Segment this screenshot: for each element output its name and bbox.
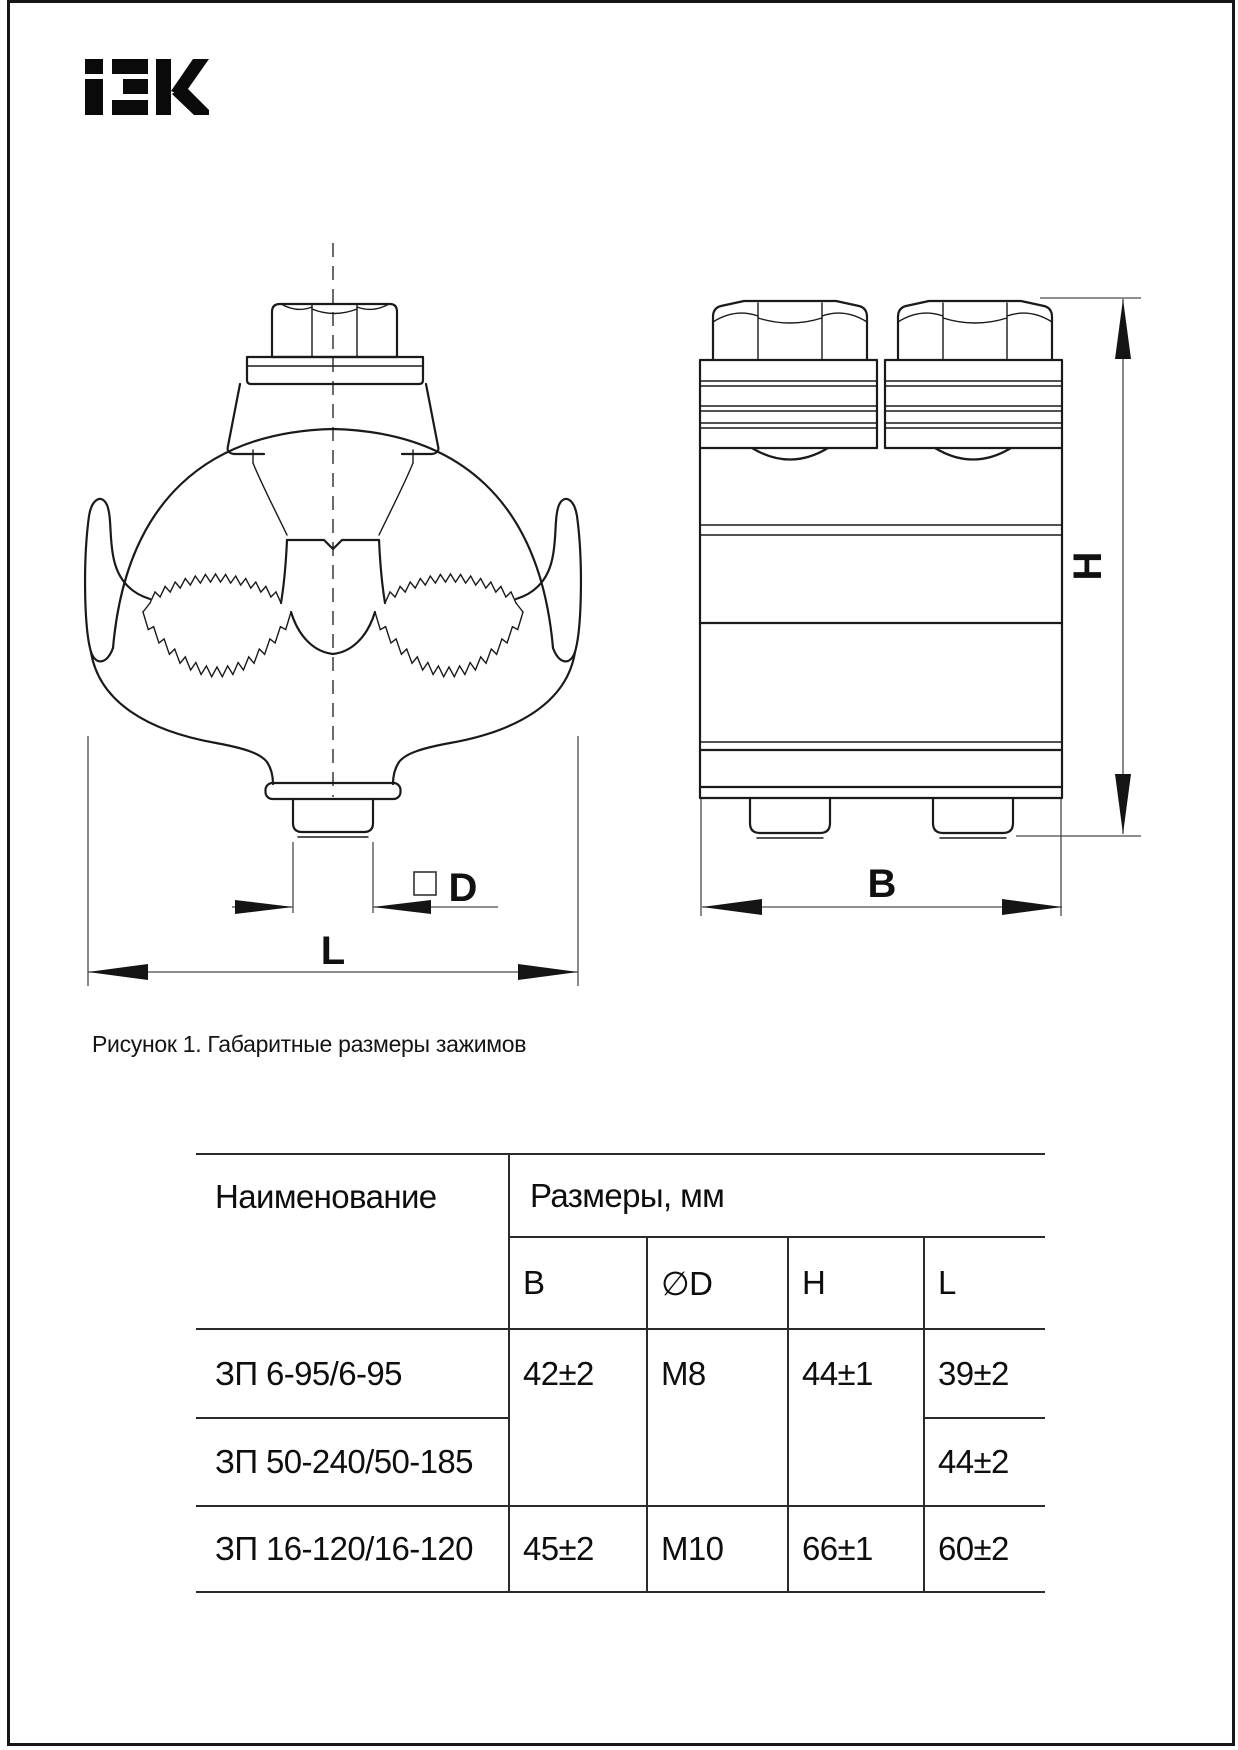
table-cell-B: 45±2: [508, 1505, 646, 1593]
table-cell-B: 42±2: [508, 1328, 646, 1417]
table-subheader-L: L: [923, 1238, 1045, 1328]
side-studs: [750, 798, 1013, 838]
dim-label-L: L: [320, 929, 346, 973]
right-groove-upper-serration: [385, 574, 516, 603]
square-section-symbol: [414, 872, 436, 895]
side-pressure-plates: [700, 360, 1062, 460]
table-cell-B-merged: [508, 1417, 646, 1505]
table-cell-D: M8: [646, 1328, 787, 1417]
table-subheader-B: B: [508, 1238, 646, 1328]
table-row-name: ЗП 16-120/16-120: [196, 1505, 508, 1593]
dimensions-table: [196, 1153, 1045, 1593]
table-header-name: Наименование: [196, 1153, 508, 1328]
table-cell-H: 66±1: [787, 1505, 923, 1593]
dim-label-B: B: [867, 862, 897, 906]
side-body: [700, 448, 1062, 798]
left-groove-upper-serration: [150, 574, 281, 603]
front-stud: [266, 783, 401, 837]
dimension-H: [1016, 298, 1141, 836]
dim-label-D: D: [448, 866, 478, 910]
table-row-name: ЗП 50-240/50-185: [196, 1417, 508, 1505]
table-cell-H-merged: [787, 1417, 923, 1505]
table-cell-L: 44±2: [923, 1417, 1045, 1505]
front-view: [85, 243, 581, 986]
table-cell-D: M10: [646, 1505, 787, 1593]
right-groove-lower-serration: [375, 612, 523, 677]
table-header-sizes: Размеры, мм: [508, 1153, 1045, 1238]
table-subheader-D: ∅D: [646, 1238, 787, 1328]
table-subheader-H: H: [787, 1238, 923, 1328]
table-cell-D-merged: [646, 1417, 787, 1505]
side-bolts: [713, 301, 1052, 360]
table-row-name: ЗП 6-95/6-95: [196, 1328, 508, 1417]
table-cell-L: 39±2: [923, 1328, 1045, 1417]
table-cell-H: 44±1: [787, 1328, 923, 1417]
table-cell-L: 60±2: [923, 1505, 1045, 1593]
dimension-B: [701, 799, 1062, 916]
left-groove-lower-serration: [143, 612, 291, 677]
dimension-D: [232, 842, 498, 914]
figure-caption: Рисунок 1. Габаритные размеры зажимов: [92, 1031, 527, 1057]
dim-label-H: H: [1066, 551, 1110, 581]
side-view: [700, 298, 1141, 916]
front-washer: [247, 357, 423, 384]
front-bolt-head: [272, 304, 397, 357]
